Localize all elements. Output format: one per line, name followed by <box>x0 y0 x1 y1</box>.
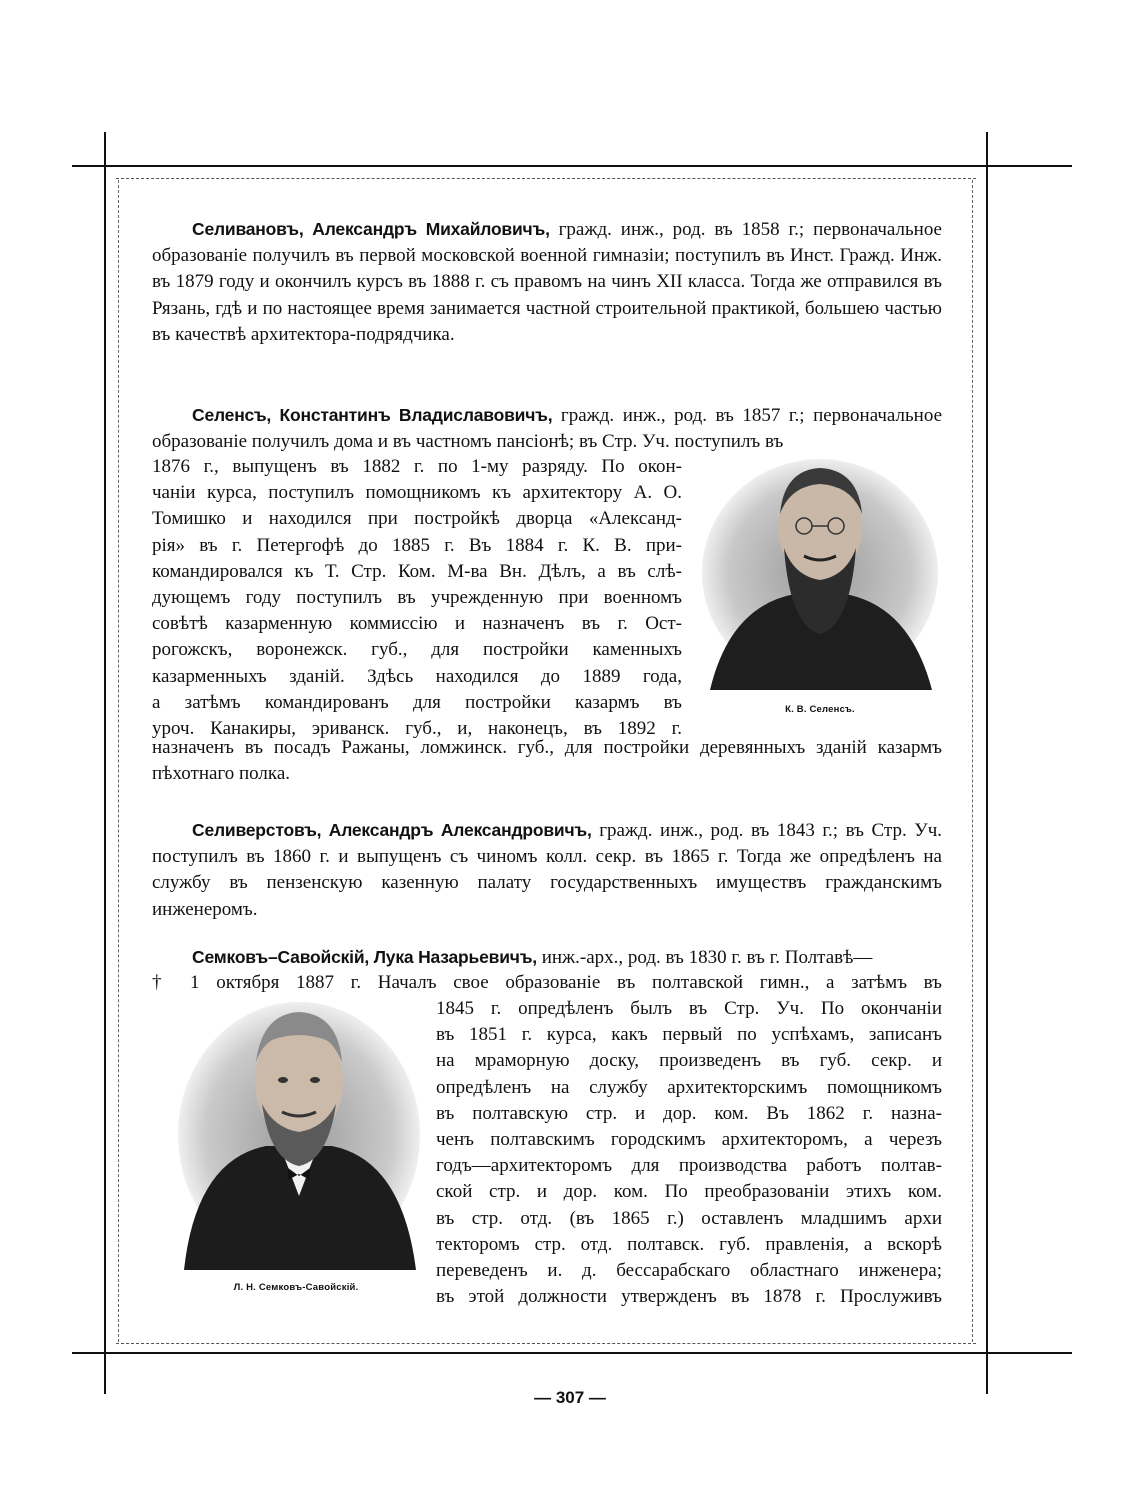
text-line: переведенъ и. д. бессарабскаго областнаго инженера; <box>436 1260 942 1282</box>
inner-left-dash <box>118 180 119 1342</box>
entry-text: назначенъ въ посадъ Ражаны, ломжинск. губ., для постройки деревянныхъ зданій казармъ пѣхотнаго полка. <box>152 737 942 785</box>
text-line: рія» въ г. Петергофѣ до 1885 г. Въ 1884 г. К. В. при- <box>152 534 682 556</box>
entry-selens-tail <box>152 735 942 787</box>
text-line: 1845 г. опредѣленъ былъ въ Стр. Уч. По окончаніи <box>436 998 942 1019</box>
text-line: опредѣленъ на службу архитекторскимъ помощникомъ <box>436 1076 942 1098</box>
text-line: дующемъ году поступилъ въ учрежденную при военномъ <box>152 587 682 609</box>
entry-seliverstov <box>152 817 942 923</box>
entry-text: † 1 октября 1887 г. Началъ свое образованіе въ полтавской гимн., а затѣмъ въ <box>152 972 942 993</box>
text-line: чаніи курса, поступилъ помощникомъ къ архитектору А. О. <box>152 482 682 504</box>
text-line: 1876 г., выпущенъ въ 1882 г. по 1-му разряду. По окон- <box>152 456 682 477</box>
frame-bottom-rule <box>72 1352 1072 1354</box>
text-line: текторомъ стр. отд. полтавск. губ. правленія, а вскорѣ <box>436 1233 942 1255</box>
text-line: въ 1851 г. курса, какъ первый по успѣхамъ, записанъ <box>436 1024 942 1046</box>
page-number: — 307 — <box>534 1388 606 1407</box>
entry-name: Селиверстовъ, Александръ Александровичъ, <box>192 820 592 840</box>
entry-semkov-line2 <box>152 970 942 996</box>
text-line: въ стр. отд. (въ 1865 г.) оставленъ младшимъ архи <box>436 1207 942 1229</box>
text-line: въ полтавскую стр. и дор. ком. Въ 1862 г. назна- <box>436 1102 942 1124</box>
portrait-caption: К. В. Селенсъ. <box>785 704 855 715</box>
text-line: рогожскъ, воронежск. губ., для постройки каменныхъ <box>152 639 682 661</box>
text-line: казарменныхъ зданій. Здѣсь находился до 1889 года, <box>152 665 682 687</box>
text-line: совѣтѣ казарменную коммиссію и назначенъ въ г. Ост- <box>152 613 682 635</box>
portrait-selens <box>700 456 940 690</box>
entry-text: гражд. инж., род. въ 1858 г.; первоначальное образованіе получилъ въ первой московской военной гимназіи; поступилъ въ Инст. Гражд. Инж. въ 1879 году и окончилъ курсъ въ 1888 г. съ правомъ на чинъ XII класса. Тогда же отправился въ Рязань, гдѣ и по настоящее время занимается частной строительной практикой, большею частью въ качествѣ архитектора-подрядчика. <box>152 219 942 345</box>
entry-selens-column <box>152 454 682 742</box>
text-line: Томишко и находился при постройкѣ дворца «Александ- <box>152 508 682 530</box>
entry-text: гражд. инж., род. въ 1857 г.; первоначальное образованіе получилъ дома и въ частномъ пансіонѣ; въ Стр. Уч. поступилъ въ <box>152 405 943 453</box>
text-line: а затѣмъ командированъ для постройки казармъ въ <box>152 691 682 713</box>
entry-selivanov <box>152 216 942 348</box>
text-line: годъ—архитекторомъ для производства работъ полтав- <box>436 1155 942 1177</box>
entry-text: инж.-арх., род. въ 1830 г. въ г. Полтавѣ— <box>541 947 873 968</box>
frame-top-rule <box>72 165 1072 167</box>
text-line: на мраморную доску, произведенъ въ губ. секр. и <box>436 1050 942 1072</box>
entry-name: Семковъ–Савойскій, Лука Назарьевичъ, <box>192 947 537 967</box>
text-line: ченъ полтавскимъ городскимъ архитекторомъ, а черезъ <box>436 1129 942 1151</box>
inner-right-dash <box>972 180 973 1342</box>
entry-semkov-head <box>152 944 942 971</box>
text-line: ской стр. и дор. ком. По преобразованіи этихъ ком. <box>436 1181 942 1203</box>
entry-text: гражд. инж., род. въ 1843 г.; въ Стр. Уч. поступилъ въ 1860 г. и выпущенъ съ чиномъ колл. секр. въ 1865 г. Тогда же опредѣленъ на службу въ пензенскую казенную палату государственныхъ имуществъ гражданскимъ инженеромъ. <box>152 820 943 920</box>
entry-name: Селенсъ, Константинъ Владиславовичъ, <box>192 405 553 425</box>
entry-semkov-column <box>436 996 942 1310</box>
text-line: командировался къ Т. Стр. Ком. М-ва Вн. Дѣлъ, а въ слѣ- <box>152 560 682 582</box>
frame-right-rule <box>986 132 988 1394</box>
entry-selens-head <box>152 402 942 455</box>
inner-top-dash <box>116 178 976 179</box>
portrait-caption: Л. Н. Семковъ-Савойскій. <box>233 1282 359 1293</box>
entry-name: Селивановъ, Александръ Михайловичъ, <box>192 219 550 239</box>
text-line: уроч. Канакиры, эриванск. губ., и, наконецъ, въ 1892 г. <box>152 718 682 740</box>
inner-bottom-dash <box>116 1343 976 1344</box>
text-line: въ этой должности утвержденъ въ 1878 г. Прослуживъ <box>436 1286 942 1308</box>
portrait-semkov <box>176 1000 422 1270</box>
frame-left-rule <box>104 132 106 1394</box>
